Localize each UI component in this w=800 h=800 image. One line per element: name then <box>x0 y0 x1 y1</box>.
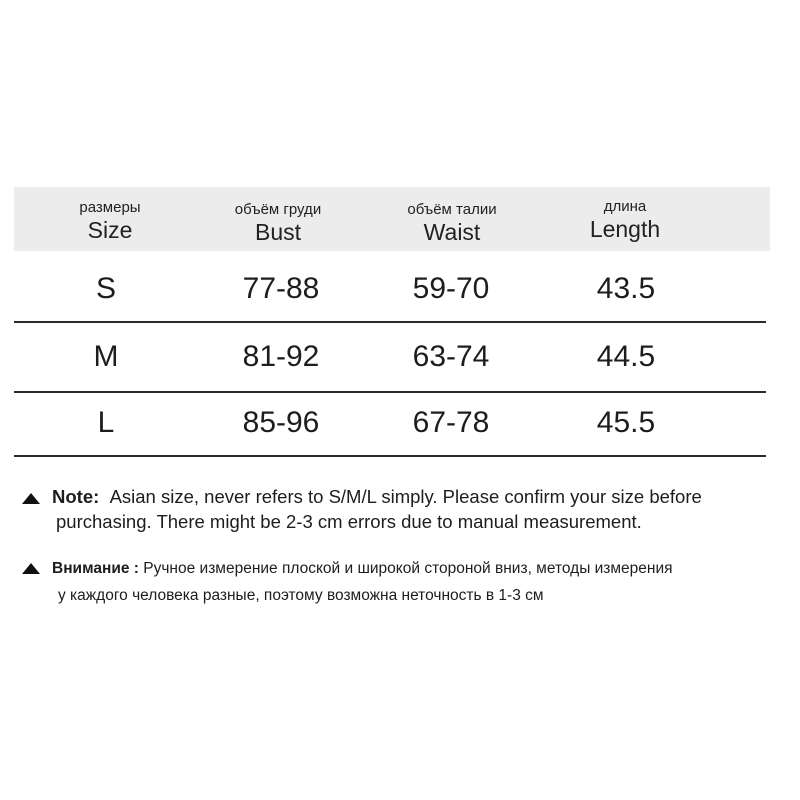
cell-size: L <box>97 406 115 439</box>
header-length-ru: длина <box>603 198 647 215</box>
cell-length: 45.5 <box>596 406 656 439</box>
triangle-up-icon <box>22 493 40 504</box>
header-waist <box>387 201 517 245</box>
triangle-up-icon <box>22 563 40 574</box>
header-bust-ru: объём груди <box>234 201 322 218</box>
cell-length: 44.5 <box>596 340 656 373</box>
cell-waist: 63-74 <box>412 340 490 373</box>
note-russian-line2 <box>22 582 792 609</box>
note-ru-label: Внимание : <box>52 560 139 577</box>
header-length <box>575 198 675 242</box>
cell-size: S <box>95 272 117 305</box>
header-bust-en: Bust <box>254 219 302 245</box>
cell-waist: 67-78 <box>412 406 490 439</box>
row-divider <box>14 391 766 393</box>
cell-length: 43.5 <box>596 272 656 305</box>
note-text-1: Asian size, never refers to S/M/L simply. Please confirm your size before <box>109 486 702 507</box>
cell-waist: 59-70 <box>412 272 490 305</box>
note-ru-text-1: Ручное измерение плоской и широкой стороной вниз, методы измерения <box>143 560 673 577</box>
header-waist-ru: объём талии <box>407 201 497 218</box>
header-size-ru: размеры <box>79 199 141 216</box>
header-size <box>60 199 160 243</box>
header-waist-en: Waist <box>423 219 481 245</box>
note-english <box>22 484 792 534</box>
cell-size: M <box>93 340 119 373</box>
note-english-line1 <box>22 484 792 509</box>
header-length-en: Length <box>589 216 661 242</box>
cell-bust: 81-92 <box>242 340 320 373</box>
note-english-line2 <box>22 509 792 534</box>
note-russian-line1 <box>22 555 792 582</box>
cell-bust: 85-96 <box>242 406 320 439</box>
cell-bust: 77-88 <box>242 272 320 305</box>
row-divider <box>14 321 766 323</box>
header-bust <box>213 201 343 245</box>
row-divider <box>14 455 766 457</box>
note-text-2: purchasing. There might be 2-3 cm errors due to manual measurement. <box>56 511 642 532</box>
header-size-en: Size <box>87 217 133 243</box>
note-ru-text-2: у каждого человека разные, поэтому возможна неточность в 1-3 см <box>58 587 544 604</box>
note-label: Note: <box>52 486 100 507</box>
note-russian <box>22 555 792 609</box>
